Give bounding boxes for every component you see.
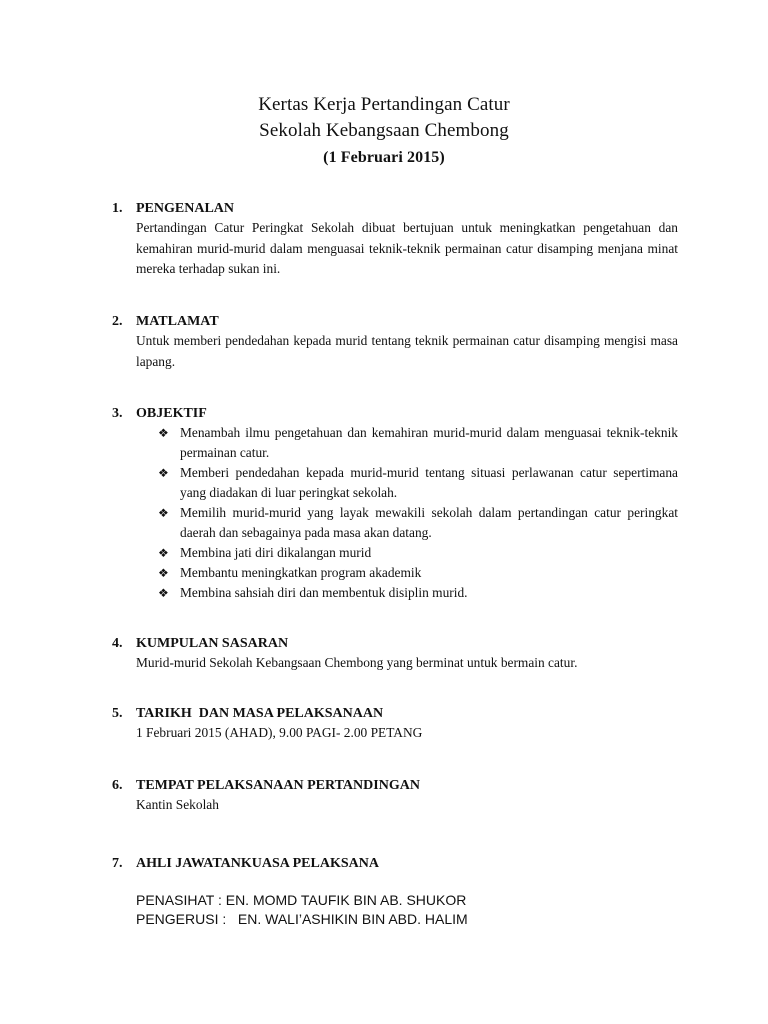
- school-name: Sekolah Kebangsaan Chembong: [259, 120, 509, 141]
- diamond-bullet-icon: ❖: [158, 566, 169, 580]
- section-title: TEMPAT PELAKSANAAN PERTANDINGAN: [136, 778, 420, 793]
- section-pengenalan: [112, 200, 678, 280]
- section-tarikh-masa: [112, 705, 678, 744]
- section-heading: [112, 635, 678, 653]
- diamond-bullet-icon: ❖: [158, 546, 169, 560]
- section-number: 2.: [112, 314, 123, 329]
- list-item: [158, 423, 678, 463]
- section-title: KUMPULAN SASARAN: [136, 636, 289, 651]
- list-item-text: Membina jati diri dikalangan murid: [180, 545, 372, 560]
- objective-list: [158, 423, 678, 603]
- list-item: [158, 503, 678, 543]
- section-body: 1 Februari 2015 (AHAD), 9.00 PAGI- 2.00 PETANG: [136, 725, 423, 740]
- section-title: PENGENALAN: [136, 201, 235, 216]
- diamond-bullet-icon: ❖: [158, 466, 169, 480]
- section-title: AHLI JAWATANKUASA PELAKSANA: [136, 856, 379, 871]
- section-heading: [112, 200, 678, 218]
- diamond-bullet-icon: ❖: [158, 506, 169, 520]
- list-item-text: Membantu meningkatkan program akademik: [180, 565, 422, 580]
- committee-line: PENGERUSI : EN. WALI’ASHIKIN BIN ABD. HALIM: [136, 911, 468, 927]
- section-body: Murid-murid Sekolah Kebangsaan Chembong yang berminat untuk bermain catur.: [136, 655, 578, 670]
- section-body: Kantin Sekolah: [136, 797, 219, 812]
- document-title-block: [0, 92, 768, 172]
- section-title: OBJEKTIF: [136, 406, 207, 421]
- section-heading: [112, 313, 678, 331]
- committee-line: PENASIHAT : EN. MOMD TAUFIK BIN AB. SHUKOR: [136, 892, 467, 908]
- section-tempat: [112, 777, 678, 816]
- section-number: 4.: [112, 636, 123, 651]
- diamond-bullet-icon: ❖: [158, 586, 169, 600]
- section-title: MATLAMAT: [136, 314, 219, 329]
- section-title: TARIKH DAN MASA PELAKSANAAN: [136, 706, 384, 721]
- section-number: 5.: [112, 706, 123, 721]
- section-matlamat: [112, 313, 678, 372]
- section-heading: [112, 705, 678, 723]
- list-item: [158, 463, 678, 503]
- list-item: [158, 543, 678, 563]
- section-heading: [112, 405, 678, 423]
- list-item-text: Menambah ilmu pengetahuan dan kemahiran murid-murid dalam menguasai teknik-teknik permainan catur.: [180, 425, 678, 460]
- section-body: Pertandingan Catur Peringkat Sekolah dibuat bertujuan untuk meningkatkan pengetahuan dan kemahiran murid-murid dalam menguasai teknik-teknik permainan catur disamping menjana minat mereka terhadap sukan ini.: [136, 220, 678, 276]
- list-item-text: Membina sahsiah diri dan membentuk disiplin murid.: [180, 585, 468, 600]
- section-number: 7.: [112, 856, 123, 871]
- list-item: [158, 563, 678, 583]
- section-jawatankuasa: [112, 855, 678, 929]
- section-heading: [112, 855, 678, 873]
- section-heading: [112, 777, 678, 795]
- document-title: Kertas Kerja Pertandingan Catur: [258, 94, 510, 115]
- section-objektif: [112, 405, 678, 603]
- list-item-text: Memilih murid-murid yang layak mewakili sekolah dalam pertandingan catur peringkat daerah dan sebagainya pada masa akan datang.: [180, 505, 678, 540]
- list-item-text: Memberi pendedahan kepada murid-murid tentang situasi perlawanan catur sepertimana yang diadakan di luar peringkat sekolah.: [180, 465, 678, 500]
- document-date: (1 Februari 2015): [323, 149, 445, 166]
- list-item: [158, 583, 678, 603]
- diamond-bullet-icon: ❖: [158, 426, 169, 440]
- section-number: 3.: [112, 406, 123, 421]
- section-body: Untuk memberi pendedahan kepada murid tentang teknik permainan catur disamping mengisi masa lapang.: [136, 333, 678, 369]
- section-kumpulan-sasaran: [112, 635, 678, 674]
- section-number: 1.: [112, 201, 123, 216]
- section-number: 6.: [112, 778, 123, 793]
